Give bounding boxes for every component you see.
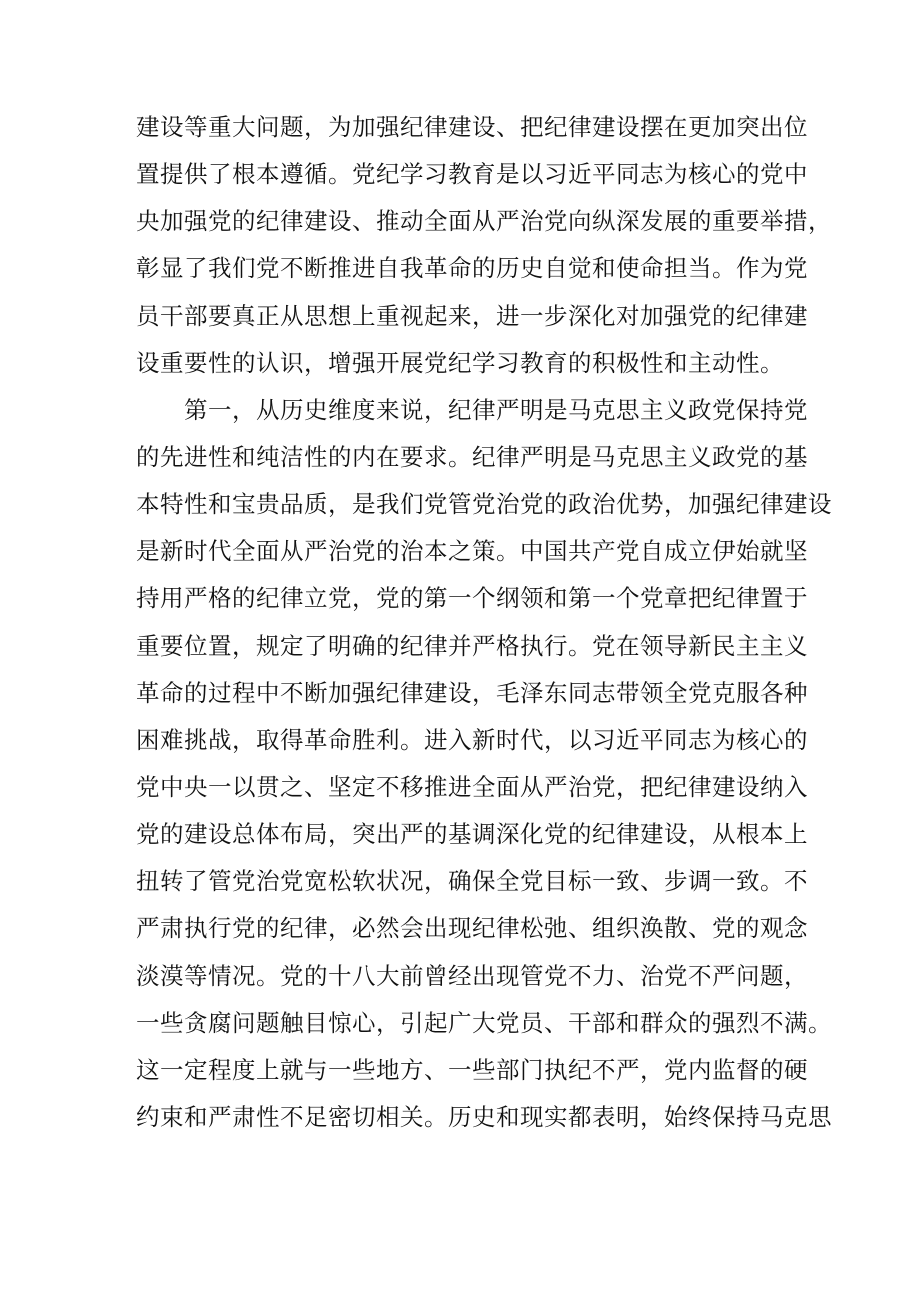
text-line: 党的建设总体布局，突出严的基调深化党的纪律建设，从根本上 <box>136 820 808 849</box>
text-line: 革命的过程中不断加强纪律建设，毛泽东同志带领全党克服各种 <box>136 678 808 707</box>
text-line: 央加强党的纪律建设、推动全面从严治党向纵深发展的重要举措， <box>136 207 832 236</box>
text-line: 这一定程度上就与一些地方、一些部门执纪不严，党内监督的硬 <box>136 1055 808 1084</box>
text-line: 的先进性和纯洁性的内在要求。纪律严明是马克思主义政党的基 <box>136 442 808 471</box>
text-line: 是新时代全面从严治党的治本之策。中国共产党自成立伊始就坚 <box>136 537 808 566</box>
text-line: 党中央一以贯之、坚定不移推进全面从严治党，把纪律建设纳入 <box>136 772 808 801</box>
text-line: 本特性和宝贵品质，是我们党管党治党的政治优势，加强纪律建设 <box>136 490 832 519</box>
body-text <box>136 104 832 1141</box>
text-line: 建设等重大问题，为加强纪律建设、把纪律建设摆在更加突出位 <box>136 113 808 141</box>
text-line: 置提供了根本遵循。党纪学习教育是以习近平同志为核心的党中 <box>136 160 808 189</box>
paragraph-first-line: 第一，从历史维度来说，纪律严明是马克思主义政党保持党 <box>184 395 808 424</box>
text-line: 约束和严肃性不足密切相关。历史和现实都表明，始终保持马克思 <box>136 1102 832 1131</box>
text-line: 员干部要真正从思想上重视起来，进一步深化对加强党的纪律建 <box>136 301 808 330</box>
text-line: 重要位置，规定了明确的纪律并严格执行。党在领导新民主主义 <box>136 631 808 660</box>
text-line: 困难挑战，取得革命胜利。进入新时代，以习近平同志为核心的 <box>136 725 808 754</box>
text-line: 一些贪腐问题触目惊心，引起广大党员、干部和群众的强烈不满。 <box>136 1008 832 1037</box>
text-line: 淡漠等情况。党的十八大前曾经出现管党不力、治党不严问题， <box>136 961 808 990</box>
text-line: 持用严格的纪律立党，党的第一个纲领和第一个党章把纪律置于 <box>136 584 808 613</box>
text-line: 彰显了我们党不断推进自我革命的历史自觉和使命担当。作为党 <box>136 254 808 283</box>
text-line: 设重要性的认识，增强开展党纪学习教育的积极性和主动性。 <box>136 348 784 377</box>
text-line: 严肃执行党的纪律，必然会出现纪律松弛、组织涣散、党的观念 <box>136 914 808 943</box>
text-line: 扭转了管党治党宽松软状况，确保全党目标一致、步调一致。不 <box>136 867 808 896</box>
